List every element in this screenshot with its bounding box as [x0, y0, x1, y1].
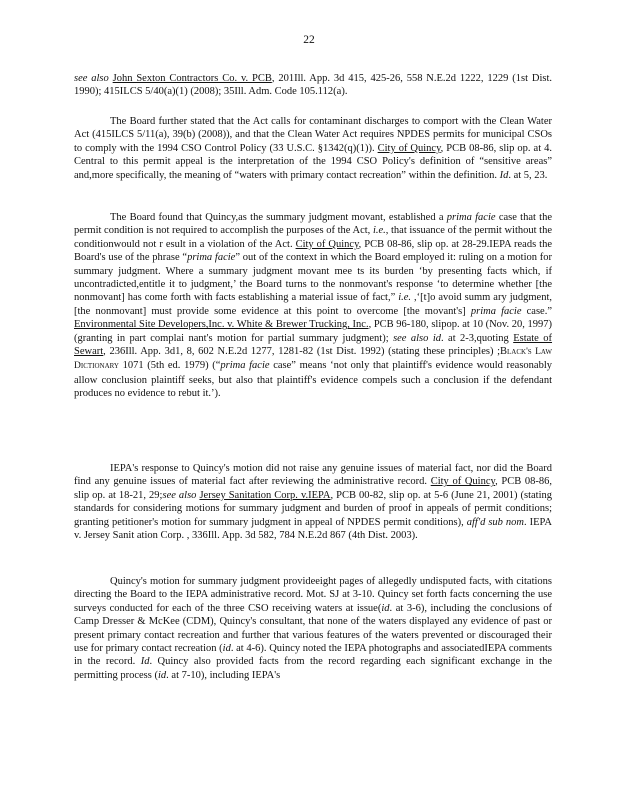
text-run: . Quincy also provided facts from the record regarding each significant exchange in the permitting process ( [74, 656, 552, 681]
text-run: The Board found that Quincy,as the summary judgment movant, established a [110, 212, 447, 223]
text-run: , 236Ill. App. 3d1, 8, 602 N.E.2d 1277, 1281-82 (1st Dist. 1992) (stating these principles) ;B [103, 346, 508, 358]
italic-signal: i.e. [372, 225, 386, 237]
text-run: , PCB 00-82, slip op. at 5-6 (June 21, 2001) (stating standards for considering motions for summary judgment and burden of proof in appeals of permit conditions; granting petitioner's motion for summary judgment in appeal of NPDES permit conditions), [74, 489, 553, 528]
paragraph-board-statement [74, 115, 552, 182]
text-run: . at 7-10), including IEPA's [166, 669, 281, 681]
italic-signal: prima facie [446, 212, 496, 223]
text-run: case.” [521, 305, 552, 317]
paragraph-iepa-response [74, 462, 552, 542]
text-run: . at 4-6). Quincy noted the IEPA photographs and associatedIEPA comments in the record. [74, 643, 552, 668]
text-run: , PCB 08-86, slip op. at 4. Central to this permit appeal is the interpretation of the 1994 CSO Policy's definition of “sensitive areas” and,more specifically, the meaning of “waters with primary contact recreation” within the definition. [74, 142, 552, 181]
italic-signal: id [381, 602, 390, 614]
paragraph-citation-continuation [74, 72, 552, 99]
case-citation: City of Quincy [295, 238, 359, 250]
text-run: , 201Ill. App. 3d 415, 425-26, 558 N.E.2d 1222, 1229 (1st Dist. 1990); 415ILCS 5/40(a)(1) (2008); 35Ill. Adm. Code 105.112(a). [74, 73, 552, 98]
case-citation: Environmental Site Developers,Inc. v. White & Brewer Trucking, Inc. [74, 319, 369, 331]
text-run: , that issuance of the permit without the conditionwould not r esult in a violation of the Act. [74, 225, 552, 250]
text-run: . at 3-6), including the conclusions of Camp Dresser & McKee (CDM), Quincy's consultant, that none of the waters displayed any evidence of past or present primary contact recreation and further that various features of the waters prevented or discouraged their use for primary contact recreation ( [74, 602, 552, 655]
text-run: Quincy's motion for summary judgment provideeight pages of allegedly undisputed facts, with citations directing the Board to the IEPA administrative record. Mot. SJ at 3-10. Quincy set forth facts concerning the use surveys conducted for each of the three CSO receiving waters at issue( [74, 576, 552, 614]
text-run: case” means ‘not only that plaintiff's evidence would reasonably allow conclusion plaintiff seeks, but also that plaintiff's evidence compels such a conclusion if the defendant produces no evidence to rebut it.’). [74, 360, 553, 400]
italic-signal: i.e. [398, 292, 412, 304]
text-run: The Board further stated that the Act calls for contaminant discharges to comport with the Clean Water Act (415ILCS 5/11(a), 39(b) (2008)), and that the Clean Water Act requires NPDES permits for municipal CSOs to comply with the 1994 CSO Control Policy (33 U.S.C. §1342(q)(1)). [74, 116, 552, 154]
text-run: ” out of the context in which the Board employed it: ruling on a motion for summary judgment. Where a summary judgment movant mee ts its burden ‘by presenting facts which, if uncontradicted,entitle it to judgment,’ the Board turns to the nonmovant's response ‘to determine whether [the nonmovant] has come forth with facts establishing a material issue of fact,” [74, 252, 552, 304]
italic-signal: see also [162, 489, 197, 501]
text-run: , PCB 08-86, slip op. at 28-29.IEPA reads the Board's use of the phrase “ [74, 238, 552, 264]
case-citation: Estate of Sewart [74, 332, 553, 358]
text-run: case that the permit condition is not required to accomplish the purposes of the Act, [74, 212, 552, 237]
italic-signal: see also id [393, 332, 441, 344]
text-run: . IEPA v. Jersey Sanit ation Corp. , 336Ill. App. 3d 582, 784 N.E.2d 867 (4th Dist. 2003). [74, 516, 553, 542]
text-run: IEPA's response to Quincy's motion did not raise any genuine issues of material fact, nor did the Board find any genuine issues of material fact after reviewing the administrative record. [74, 463, 552, 488]
text-run: , PCB 08-86, slip op. at 18-21, 29; [74, 476, 552, 501]
small-caps-text: lack's Law Dictionary [74, 347, 552, 372]
italic-signal: prima facie [470, 305, 522, 317]
italic-signal: aff'd sub nom [466, 516, 525, 528]
italic-signal: Id [140, 656, 150, 668]
italic-signal: Id [499, 169, 509, 181]
italic-signal: id [222, 643, 231, 655]
case-citation: John Sexton Contractors Co. v. PCB [112, 73, 272, 84]
italic-signal: id [157, 669, 167, 681]
text-run: . at 5, 23. [508, 169, 548, 181]
text-run: ,‘[t]o avoid summ ary judgment, [the nonmovant] must provide some evidence at this point to overcome [the movant's] [74, 292, 552, 317]
text-run: , PCB 96-180, slipop. at 10 (Nov. 20, 1997) (granting in part complai nant's motion for partial summary judgment); [74, 319, 552, 344]
page-number: 22 [303, 34, 315, 46]
paragraph-quincy-motion [74, 575, 552, 682]
italic-signal: see also [74, 73, 109, 84]
text-run: 1071 (5th ed. 1979) (“ [118, 360, 221, 372]
italic-signal: prima facie [220, 360, 270, 372]
case-citation: City of Quincy [377, 142, 441, 154]
italic-signal: prima facie [187, 252, 236, 264]
case-citation: City of Quincy [430, 476, 496, 488]
text-run: . at 2-3,quoting [441, 332, 514, 344]
paragraph-board-finding [74, 211, 552, 401]
case-citation: Jersey Sanitation Corp. v.IEPA [199, 489, 331, 501]
